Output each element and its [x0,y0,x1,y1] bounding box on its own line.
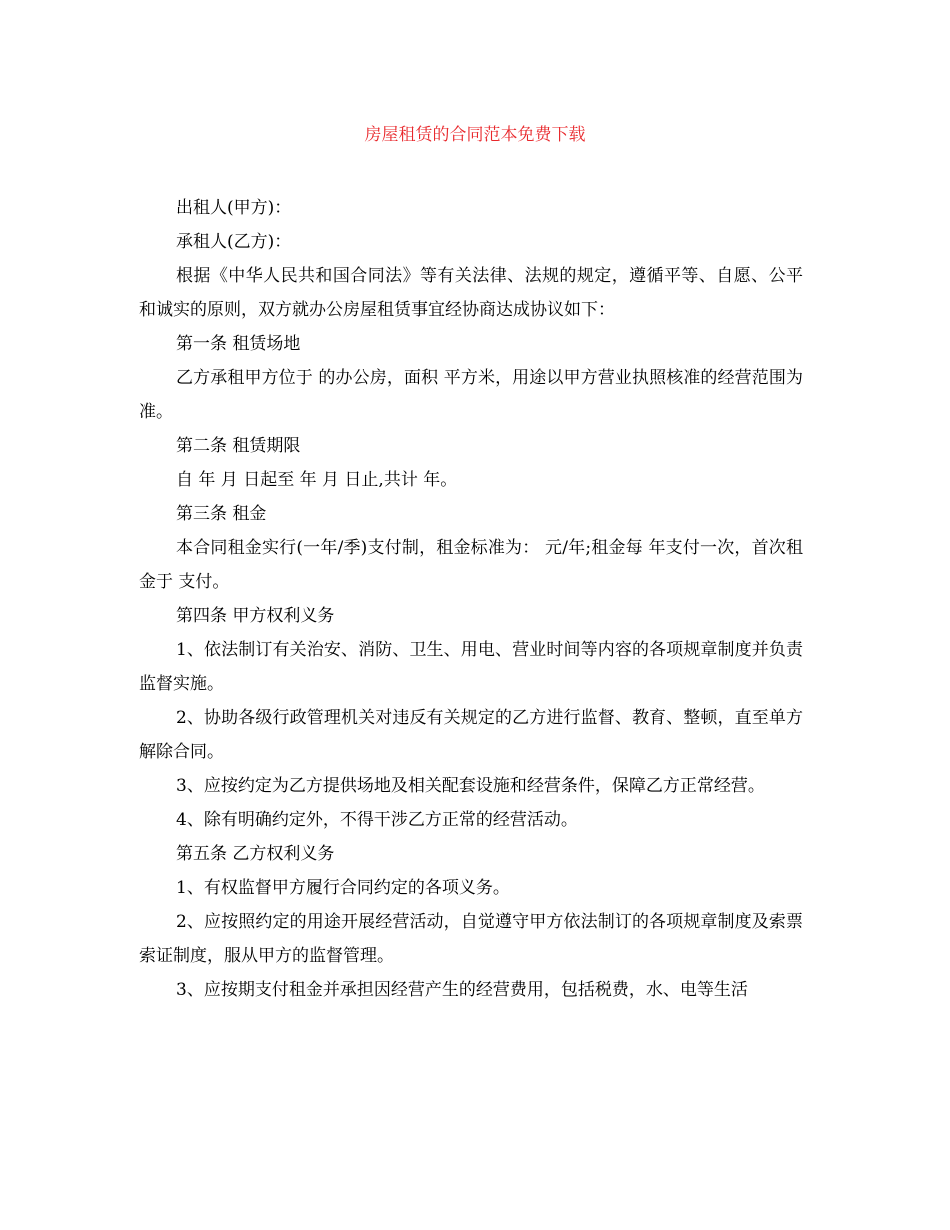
article-heading-1: 第一条 租赁场地 [176,334,301,354]
paragraph-lessor: 出租人(甲方)： [176,198,292,218]
paragraph-lessor-duty-1: 1、依法制订有关治安、消防、卫生、用电、营业时间等内容的各项规章制度并负责监督实施。 [139,640,803,694]
article-heading-5: 第五条 乙方权利义务 [176,844,335,864]
paragraph-lessee-duty-1: 1、有权监督甲方履行合同约定的各项义务。 [176,878,510,898]
paragraph-lessee: 承租人(乙方)： [176,232,292,252]
paragraph-premises: 乙方承租甲方位于 的办公房，面积 平方米，用途以甲方营业执照核准的经营范围为准。 [139,368,803,422]
document-title: 房屋租赁的合同范本免费下载 [364,125,586,145]
paragraph-lessor-duty-3: 3、应按约定为乙方提供场地及相关配套设施和经营条件，保障乙方正常经营。 [176,776,765,796]
paragraph-term: 自 年 月 日起至 年 月 日止,共计 年。 [176,470,458,490]
paragraph-rent: 本合同租金实行(一年/季)支付制，租金标准为： 元/年;租金每 年支付一次，首次租金于 支付。 [139,538,803,592]
paragraph-lessee-duty-2: 2、应按照约定的用途开展经营活动，自觉遵守甲方依法制订的各项规章制度及索票索证制度，服从甲方的监督管理。 [139,912,803,966]
article-heading-4: 第四条 甲方权利义务 [176,606,335,626]
paragraph-preamble: 根据《中华人民共和国合同法》等有关法律、法规的规定，遵循平等、自愿、公平和诚实的原则，双方就办公房屋租赁事宜经协商达成协议如下： [139,266,803,320]
article-heading-3: 第三条 租金 [176,504,267,524]
paragraph-lessor-duty-2: 2、协助各级行政管理机关对违反有关规定的乙方进行监督、教育、整顿，直至单方解除合同。 [139,708,803,762]
article-heading-2: 第二条 租赁期限 [176,436,301,456]
document-body [139,191,803,1007]
paragraph-lessee-duty-3: 3、应按期支付租金并承担因经营产生的经营费用，包括税费，水、电等生活 [176,980,748,1000]
paragraph-lessor-duty-4: 4、除有明确约定外，不得干涉乙方正常的经营活动。 [176,810,578,830]
